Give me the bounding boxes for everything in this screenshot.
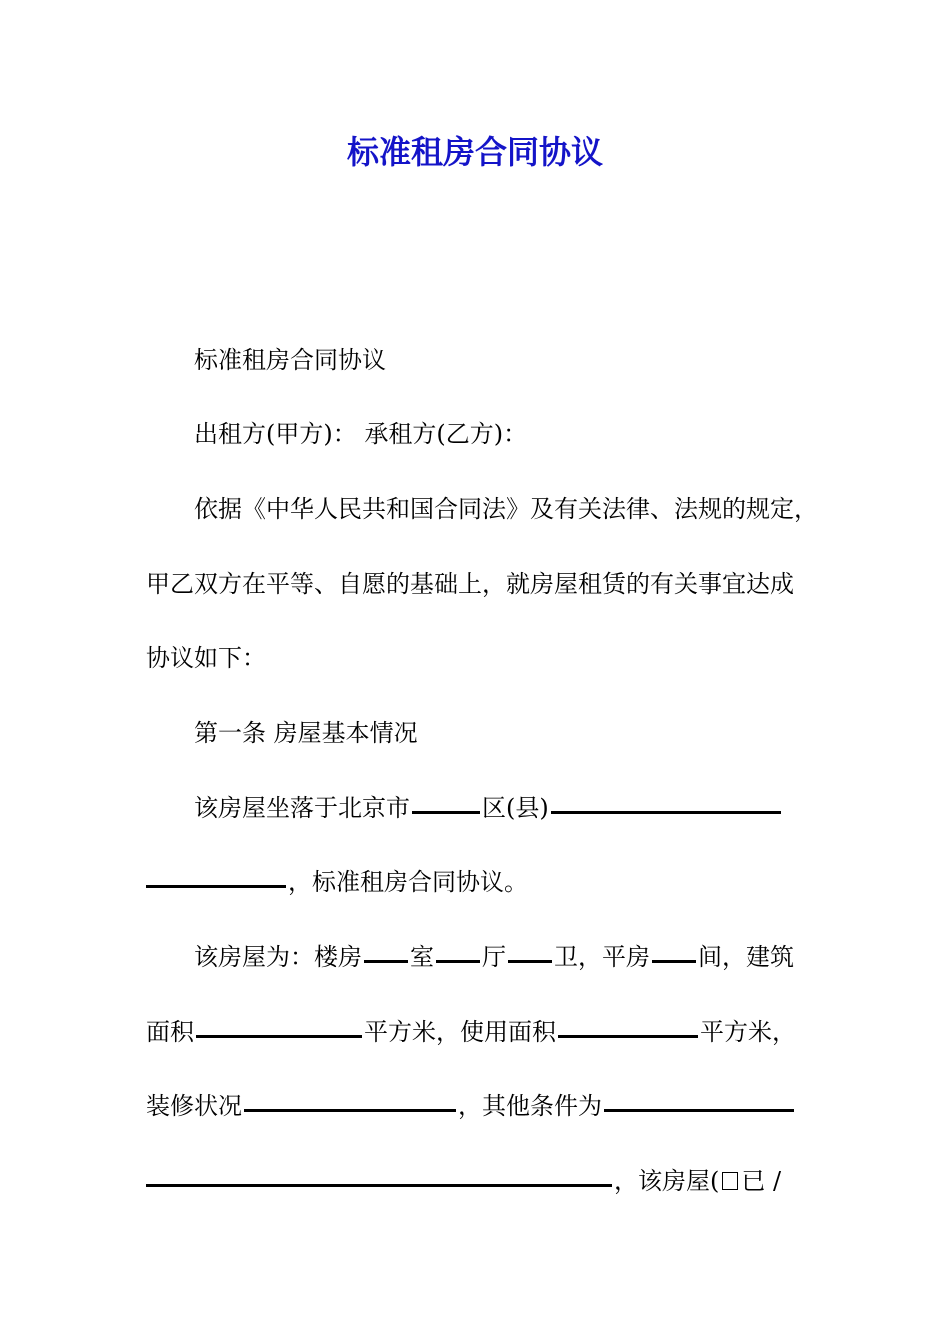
address-blank [551, 811, 781, 814]
usable-area-label: 平方米，使用面积 [364, 1018, 556, 1046]
area-label: 面积 [146, 1018, 194, 1046]
house-type-line [194, 937, 794, 977]
location-suffix: ，标准租房合同协议。 [288, 868, 528, 896]
house-type-label: 该房屋为：楼房 [194, 943, 362, 971]
halls-label: 厅 [482, 943, 506, 971]
location-line-2 [146, 862, 528, 902]
decoration-line [146, 1086, 796, 1126]
ownership-option: 已 / [741, 1167, 782, 1195]
building-area-blank [196, 1035, 362, 1038]
rooms-blank [364, 960, 408, 963]
baths-label: 卫，平房 [554, 943, 650, 971]
paragraph-basis-line-1: 依据《中华人民共和国合同法》及有关法律、法规的规定， [194, 495, 818, 523]
decoration-blank [244, 1109, 456, 1112]
area-line [146, 1012, 796, 1052]
checkbox-square[interactable] [722, 1172, 738, 1190]
halls-blank [436, 960, 480, 963]
usable-area-blank [558, 1035, 698, 1038]
paragraph-heading: 标准租房合同协议 [194, 346, 386, 374]
other-conditions-blank [604, 1109, 794, 1112]
area-unit-label: 平方米， [700, 1018, 796, 1046]
parties-line: 出租方(甲方)： 承租方(乙方)： [194, 420, 528, 448]
rooms-label: 室 [410, 943, 434, 971]
decoration-label: 装修状况 [146, 1092, 242, 1120]
district-label: 区(县) [482, 794, 549, 822]
article-one-heading: 第一条 房屋基本情况 [194, 719, 418, 747]
paragraph-basis-line-2: 甲乙双方在平等、自愿的基础上，就房屋租赁的有关事宜达成 [146, 570, 794, 598]
baths-blank [508, 960, 552, 963]
location-label: 该房屋坐落于北京市 [194, 794, 410, 822]
paragraph-basis-line-3: 协议如下： [146, 644, 266, 672]
document-title: 标准租房合同协议 [346, 133, 603, 171]
bungalow-rooms-label: 间，建筑 [698, 943, 794, 971]
other-conditions-label: ，其他条件为 [458, 1092, 602, 1120]
address-blank-continued [146, 885, 286, 888]
district-blank [412, 811, 480, 814]
location-line [194, 788, 783, 828]
bungalow-rooms-blank [652, 960, 696, 963]
ownership-line [146, 1161, 781, 1201]
other-conditions-blank-continued [146, 1184, 612, 1187]
ownership-label: ，该房屋( [614, 1167, 720, 1195]
